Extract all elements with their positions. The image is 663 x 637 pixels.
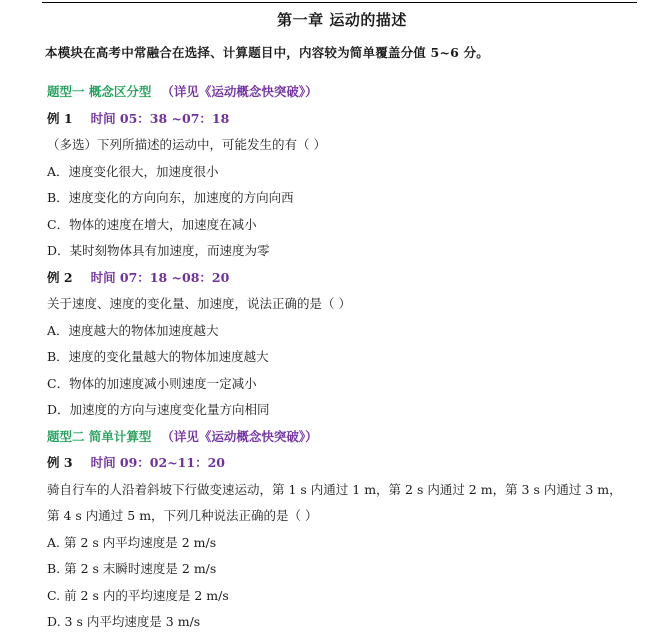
option-a: A．速度越大的物体加速度越大 <box>47 322 219 338</box>
option-d: D. 3 s 内平均速度是 3 m/s <box>47 614 201 629</box>
example-time: 时间 07：18 ~08：20 <box>90 269 230 285</box>
example-header <box>47 450 647 477</box>
example-label: 例 2 <box>47 269 73 285</box>
option-b: B．速度的变化量越大的物体加速度越大 <box>47 349 269 364</box>
example-header <box>47 106 647 133</box>
section-reference: （详见《运动概念快突破》） <box>161 84 318 99</box>
option-b: B．速度变化的方向向东，加速度的方向向西 <box>47 190 294 205</box>
section-reference: （详见《运动概念快突破》） <box>161 428 318 444</box>
example-header <box>47 265 647 292</box>
option-b: B. 第 2 s 末瞬时速度是 2 m/s <box>47 561 217 576</box>
option-c: C．物体的速度在增大，加速度在减小 <box>47 216 257 232</box>
option-a: A．速度变化很大，加速度很小 <box>47 163 219 179</box>
option-a: A. 第 2 s 内平均速度是 2 m/s <box>47 534 217 550</box>
example-time: 时间 09：02~11：20 <box>90 455 225 470</box>
example-label: 例 3 <box>47 455 73 470</box>
document-page <box>47 0 647 636</box>
example-label: 例 1 <box>47 110 73 126</box>
question-text: 关于速度、速度的变化量、加速度，说法正确的是（ ） <box>47 296 351 311</box>
section-heading <box>47 79 647 106</box>
section-title: 题型二 简单计算型 <box>47 428 152 444</box>
question-text-line-1: 骑自行车的人沿着斜坡下行做变速运动，第 1 s 内通过 1 m，第 2 s 内通过 2 m，第 3 s 内通过 3 m， <box>47 481 622 497</box>
question-text: （多选）下列所描述的运动中，可能发生的有（ ） <box>47 137 326 152</box>
example-time: 时间 05：38 ~07：18 <box>90 110 230 126</box>
section-title: 题型一 概念区分型 <box>47 84 152 99</box>
option-c: C. 前 2 s 内的平均速度是 2 m/s <box>47 587 229 603</box>
option-d: D．加速度的方向与速度变化量方向相同 <box>47 402 270 417</box>
chapter-title: 第一章 运动的描述 <box>277 11 407 29</box>
option-c: C．物体的加速度减小则速度一定减小 <box>47 375 257 391</box>
option-d: D．某时刻物体具有加速度，而速度为零 <box>47 243 270 258</box>
module-intro: 本模块在高考中常融合在选择、计算题目中，内容较为简单覆盖分值 5~6 分。 <box>45 45 489 60</box>
question-text-line-2: 第 4 s 内通过 5 m，下列几种说法正确的是（ ） <box>47 508 318 523</box>
section-heading <box>47 424 647 451</box>
